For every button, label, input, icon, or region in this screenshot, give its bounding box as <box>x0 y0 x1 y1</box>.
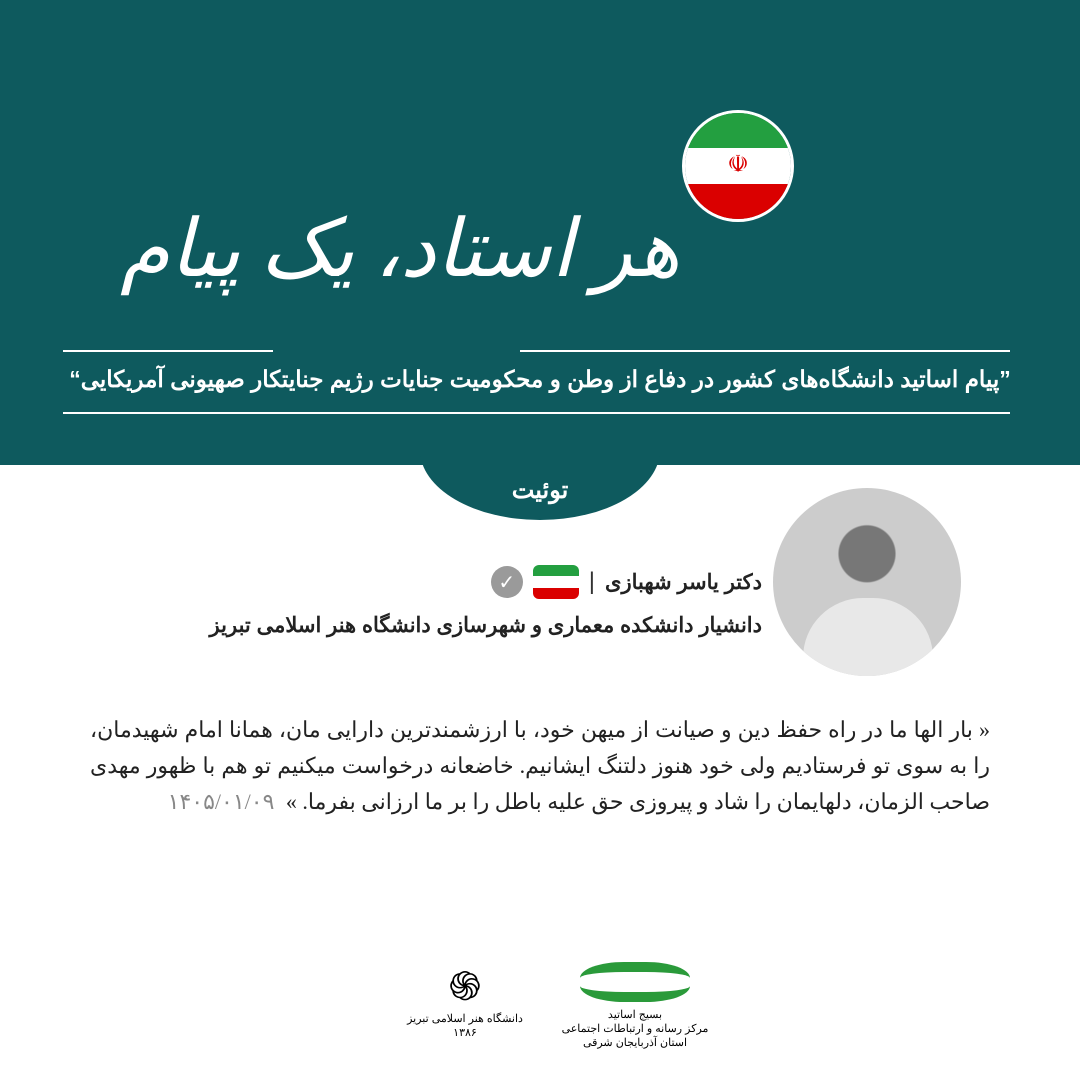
logo-text: مرکز رسانه و ارتباطات اجتماعی <box>561 1023 709 1035</box>
basij-logo-icon <box>580 962 690 1002</box>
message-body: « بار الها ما در راه حفظ دین و صیانت از میهن خود، با ارزشمندترین دارایی مان، همانا امام شهیدمان، را به سوی تو فرستادیم ولی خود هنوز دلتنگ ایشانیم. خاضعانه درخواست میکنیم تو هم با ظهور مهدی صاحب الزمان، دلهایمان را شاد و پیروزی حق علیه باطل را بر ما ارزانی بفرما. » <box>90 717 990 814</box>
divider <box>520 350 1010 352</box>
university-logo-icon: ֍ <box>448 965 482 1009</box>
author-row <box>491 565 762 599</box>
basij-logo <box>560 962 710 1050</box>
divider <box>63 412 1010 414</box>
logo-text: استان آذربایجان شرقی <box>582 1037 688 1049</box>
logo-text: ۱۳۸۶ <box>453 1027 477 1039</box>
tab-label: توئیت <box>511 477 569 504</box>
avatar <box>773 488 961 676</box>
logo-text: بسیج اساتید <box>607 1009 663 1021</box>
university-logo <box>390 962 540 1040</box>
iran-flag-icon: ☫ <box>682 110 794 222</box>
subtitle: ”پیام اساتید دانشگاه‌های کشور در دفاع از وطن و محکومیت جنایات رژیم جنایتکار صهیونی آمریکایی“ <box>69 366 1011 392</box>
message-date: ۱۴۰۵/۰۱/۰۹ <box>167 789 275 814</box>
iran-flag-icon <box>533 565 579 599</box>
logo-text: دانشگاه هنر اسلامی تبریز <box>407 1013 523 1025</box>
separator: | <box>588 568 596 595</box>
verified-badge-icon: ✓ <box>491 566 523 598</box>
message-text <box>90 712 990 820</box>
divider <box>63 350 273 352</box>
page-title: هر استاد، یک پیام <box>120 206 680 294</box>
author-role: دانشیار دانشکده معماری و شهرسازی دانشگاه هنر اسلامی تبریز <box>209 614 762 637</box>
author-name: دکتر یاسر شهبازی <box>605 570 762 594</box>
